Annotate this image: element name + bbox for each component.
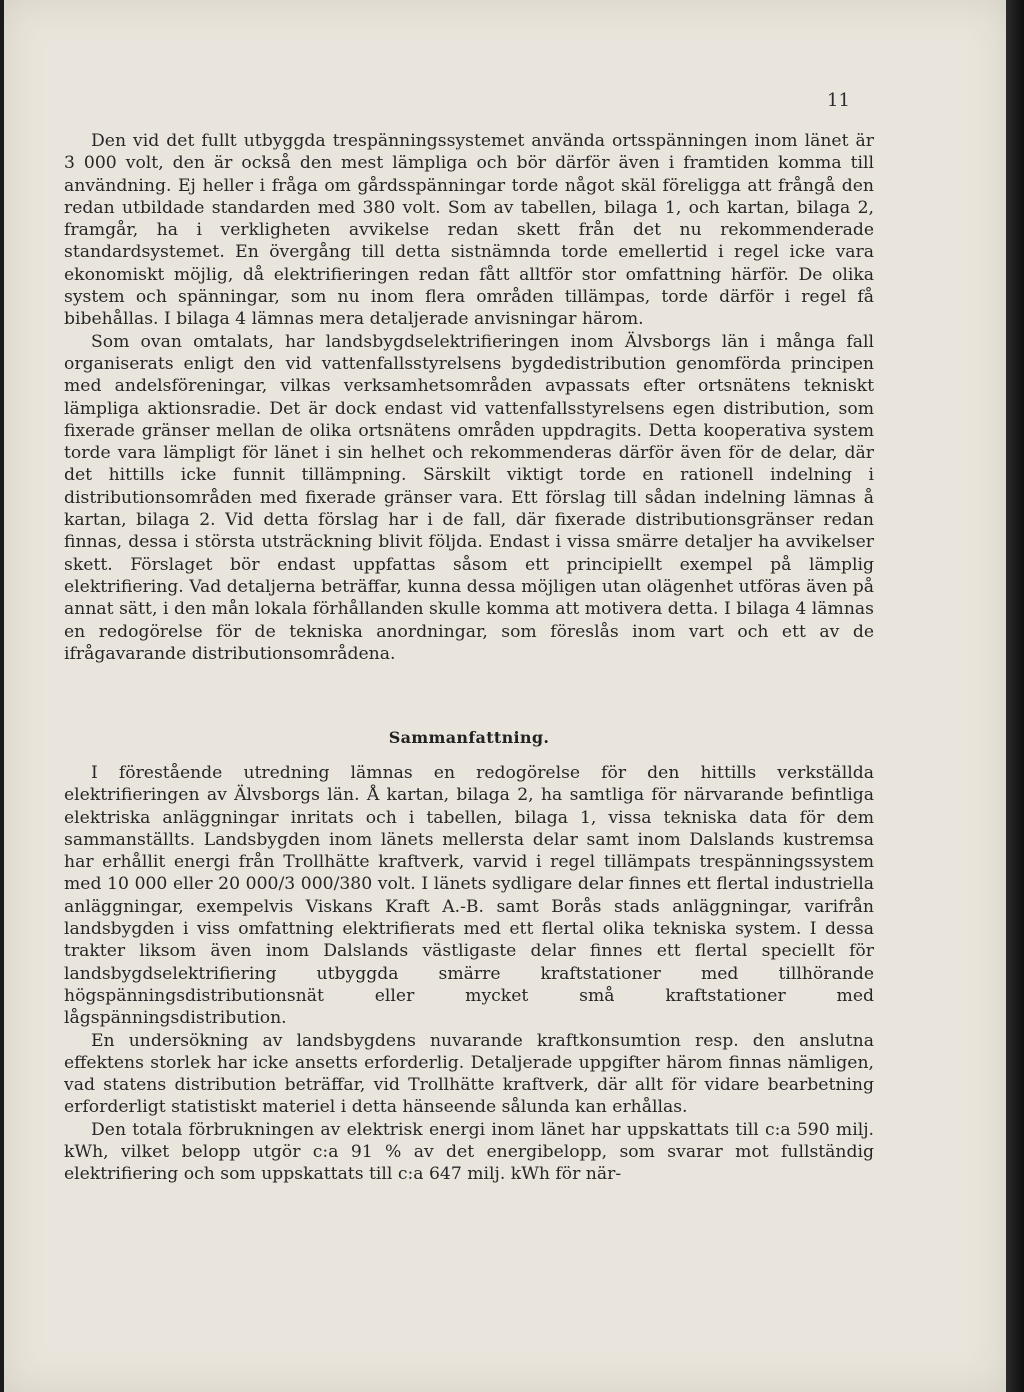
paragraph: En undersökning av landsbygdens nuvarande kraftkonsumtion resp. den anslutna effektens storlek har icke ansetts erforderlig. Detaljerade uppgifter härom finnas nämligen, vad statens distribution beträffar, vid Trollhätte kraftverk, där allt för vidare bearbetning erforderligt statistiskt materiel i detta hänseende sålunda kan erhållas. [64, 1030, 874, 1118]
scan-edge [1006, 0, 1024, 1392]
paragraph: Den vid det fullt utbyggda trespänningssystemet använda ortsspänningen inom länet är 3 000 volt, den är också den mest lämpliga och bör därför även i framtiden komma till användning. Ej heller i fråga om gårdsspänningar torde något skäl föreligga att frångå den redan utbildade standarden med 380 volt. Som av tabellen, bilaga 1, och kartan, bilaga 2, framgår, ha i verkligheten avvikelse redan skett från det nu rekommenderade standardsystemet. En övergång till detta sistnämnda torde emellertid i regel icke vara ekonomiskt möjlig, då elektrifieringen redan fått alltför stor omfattning härför. De olika system och spänningar, som nu inom flera områden tillämpas, torde därför i regel få bibehållas. I bilaga 4 lämnas mera detaljerade anvisningar härom. [64, 131, 874, 330]
paragraph: I förestående utredning lämnas en redogörelse för den hittills verkställda elektrifieringen av Älvsborgs län. Å kartan, bilaga 2, ha samtliga för närvarande befintliga elektriska anläggningar inritats och i tabellen, bilaga 1, vissa tekniska data för dem sammanställts. Landsbygden inom länets mellersta delar samt inom Dalslands kustremsa har erhållit energi från Trollhätte kraftverk, varvid i regel tillämpats trespänningssystem med 10 000 eller 20 000/3 000/380 volt. I länets sydligare delar finnes ett flertal industriella anläggningar, exempelvis Viskans Kraft A.-B. samt Borås stads anläggningar, varifrån landsbygden i viss omfattning elektrifierats med ett flertal olika tekniska system. I dessa trakter liksom även inom Dalslands västligaste delar finnes ett flertal speciellt för landsbygdselektrifiering utbyggda smärre kraftstationer med tillhörande högspänningsdistributionsnät eller mycket små kraftstationer med lågspänningsdistribution. [64, 763, 874, 1029]
section-heading: Sammanfattning. [388, 728, 550, 747]
page-number: 11 [827, 90, 850, 111]
section-body-1 [64, 130, 874, 665]
paragraph: Den totala förbrukningen av elektrisk energi inom länet har uppskattats till c:a 590 milj. kWh, vilket belopp utgör c:a 91 % av det energibelopp, som svarar mot fullständig elektrifiering och som uppskattats till c:a 647 milj. kWh för när- [64, 1119, 874, 1185]
section-body-2 [64, 762, 874, 1186]
paragraph: Som ovan omtalats, har landsbygdselektrifieringen inom Älvsborgs län i många fall organiserats enligt den vid vattenfallsstyrelsens bygdedistribution genomförda principen med andelsföreningar, vilkas verksamhetsområden avpassats efter ortsnätens tekniskt lämpliga aktionsradie. Det är dock endast vid vattenfallsstyrelsens egen distribution, som fixerade gränser mellan de olika ortsnätens områden uppdragits. Detta kooperativa system torde vara lämpligt för länet i sin helhet och rekommenderas därför även för de delar, där det hittills icke funnit tillämpning. Särskilt viktigt torde en rationell indelning i distributionsområden med fixerade gränser vara. Ett förslag till sådan indelning lämnas å kartan, bilaga 2. Vid detta förslag har i de fall, där fixerade distributionsgränser redan finnas, dessa i största utsträckning blivit följda. Endast i vissa smärre detaljer ha avvikelser skett. Förslaget bör endast uppfattas såsom ett principiellt exempel på lämplig elektrifiering. Vad detaljerna beträffar, kunna dessa möjligen utan olägenhet utföras även på annat sätt, i den mån lokala förhållanden skulle komma att motivera detta. I bilaga 4 lämnas en redogörelse för de tekniska anordningar, som föreslås inom vart och ett av de ifrågavarande distributionsområdena. [64, 331, 874, 664]
document-page [4, 0, 1006, 1392]
